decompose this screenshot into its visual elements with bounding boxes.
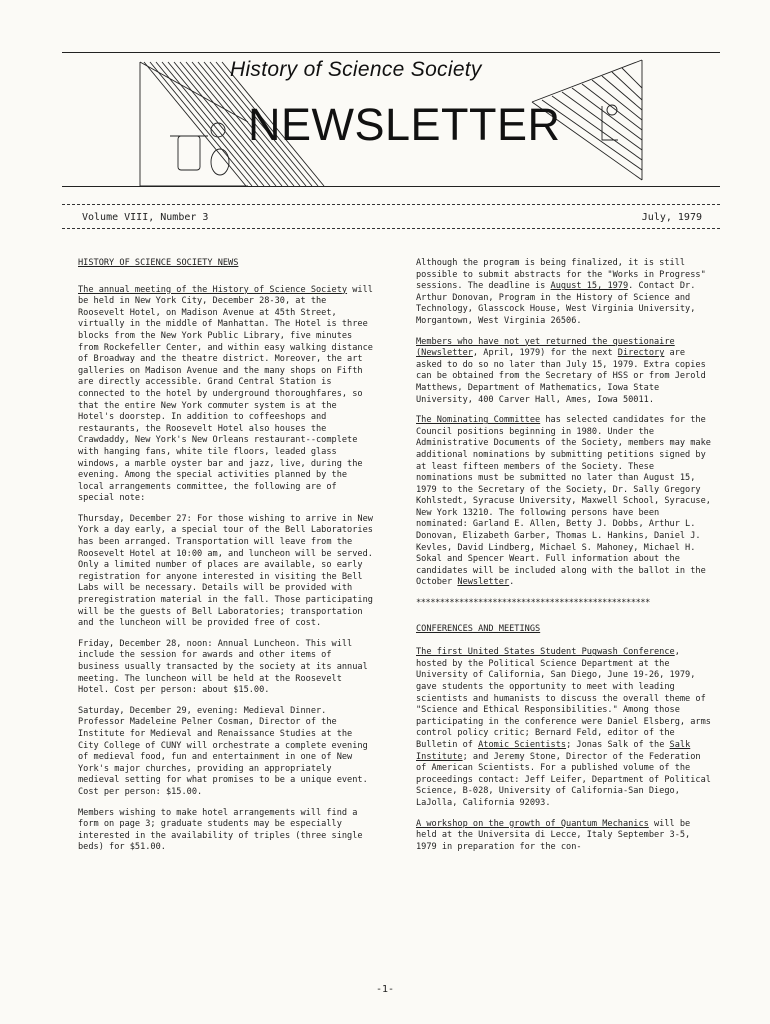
thursday-paragraph: Thursday, December 27: For those wishing to arrive in New York a day early, a special tour of the Bell Laboratories has been arranged. Transportation will leave from the Roosevelt Hotel at 10:00 am, and luncheon will be served. Only a limited number of places are available, so early registration for anyone interested in visiting the Bell Labs will be necessary. Details will be provided with preregistration material in the fall. Those participating will be the guests of Bell Laboratories; transportation and the luncheon will be provided free of cost. [78, 513, 373, 629]
newsletter-reference: Newsletter [457, 577, 510, 588]
newsletter-title: NEWSLETTER [248, 99, 561, 150]
masthead [62, 44, 720, 192]
abstracts-paragraph: Although the program is being finalized, it is still possible to submit abstracts for the "Works in Progress" sessions. The deadline is August 15, 1979. Contact Dr. Arthur Donovan, Program in the History of Science and Technology, Glasscock House, West Virginia University, Morgantown, West Virginia 26506. [416, 258, 706, 326]
issue-top-rule [62, 204, 720, 205]
right-column [416, 258, 716, 862]
questionnaire-lead: Members who have not yet returned the questionaire (Newsletter [416, 336, 675, 359]
abstracts-deadline: August 15, 1979 [550, 281, 629, 292]
annual-meeting-body: will be held in New York City, December 28-30, at the Roosevelt Hotel, on Madison Avenue at 45th Street, virtually in the middle of Manhattan. The Hotel is three blocks from the New York Public Library, five minutes from Rockefeller Center, and within easy walking distance of Broadway and the theatre district. Moreover, the art galleries on Madison Avenue and the many shops on Fifth are directly accessible. Grand Central Station is connected to the hotel by underground thoroughfares, so that the entire New York commuter system is at the Hotel's doorstep. In addition to coffeeshops and restaurants, the Roosevelt Hotel also houses the Crawdaddy, New York's New Orleans restaurant--complete with hanging fans, white tile floors, leaded glass windows, a marble oyster bar and jazz, live, during the evening. Among the special activities planned by the local arrangements committee, the following are of special note: [78, 284, 373, 504]
questionnaire-paragraph: Members who have not yet returned the questionaire (Newsletter, April, 1979) for the next Directory are asked to do so no later than July 15, 1979. Extra copies can be obtained from the Secretary of HSS or from Jerold Matthews, Department of Mathematics, Iowa State University, 400 Carver Hall, Ames, Iowa 50011. [416, 336, 706, 405]
quantum-workshop-paragraph: A workshop on the growth of Quantum Mechanics will be held at the Universita di Lecce, Italy September 3-5, 1979 in preparation for the con- [416, 818, 691, 852]
page-number: -1- [375, 984, 395, 995]
asterisk-divider: ************************************************* [416, 598, 650, 609]
friday-paragraph: Friday, December 28, noon: Annual Luncheon. This will include the session for awards and other items of business usually transacted by the society at its annual meeting. The luncheon will be held at the Roosevelt Hotel. Cost per person: about $15.00. [78, 638, 368, 696]
volume-number: Volume VIII, Number 3 [82, 212, 209, 223]
salk-institute-name: Salk Institute [416, 739, 691, 762]
annual-meeting-lead: The annual meeting of the History of Science Society [78, 284, 348, 295]
nominating-lead: The Nominating Committee [416, 415, 541, 426]
saturday-paragraph: Saturday, December 29, evening: Medieval Dinner. Professor Madeleine Pelner Cosman, Director of the Institute for Medieval and Renaissance Studies at the City College of CUNY will orchestrate a complete evening of medieval food, fun and entertainment in one of New York's major churches, providing an appropriately medieval setting for what promises to be a unique event. Cost per person: $15.00. [78, 705, 368, 797]
organization-name: History of Science Society [230, 58, 482, 81]
directory-label: Directory [617, 348, 665, 359]
issue-bottom-rule [62, 228, 720, 229]
pugwash-lead: The first United States Student Pugwash Conference [416, 647, 675, 658]
quantum-lead: A workshop on the growth of Quantum Mechanics [416, 818, 649, 829]
annual-meeting-paragraph [78, 285, 378, 505]
issue-date: July, 1979 [641, 212, 702, 223]
masthead-bottom-rule [62, 186, 720, 187]
nominating-paragraph: The Nominating Committee has selected candidates for the Council positions beginning in 1980. Under the Administrative Documents of the Society, members may make additional nominations by submitting petitions signed by at least fifteen members of the Society. These nominations must be submitted no later than August 15, 1979 to the Secretary of the Society, Dr. Sally Gregory Kohlstedt, Syracuse University, Maxwell School, Syracuse, New York 13210. The following persons have been nominated: Garland E. Allen, Betty J. Dobbs, Arthur L. Donovan, Elizabeth Garber, Thomas L. Hankins, Daniel J. Kevles, David Lindberg, Michael S. Mahoney, Michael H. Sokal and Spencer Weart. Full information about the candidates will be included along with the ballot in the October Newsletter. [416, 415, 711, 588]
hotel-arrangements-paragraph: Members wishing to make hotel arrangements will find a form on page 3; graduate students may be especially interested in the availability of triples (three single beds) for $51.00. [78, 807, 363, 853]
left-column [78, 258, 378, 863]
section-heading-conferences: CONFERENCES AND MEETINGS [416, 623, 541, 634]
pugwash-paragraph: The first United States Student Pugwash Conference, hosted by the Political Science Department at the University of California, San Diego, June 19-26, 1979, gave students the opportunity to meet with leading scientists and humanists to discuss the overall theme of "Science and Ethical Responsibilities." Among those participating in the conference were Daniel Elsberg, arms control policy critic; Bernard Feld, editor of the Bulletin of Atomic Scientists; Jonas Salk of the Salk Institute; and Jeremy Stone, Director of the Federation of American Scientists. For a published volume of the proceedings contact: Jeff Leifer, Department of Political Science, B-028, University of California-San Diego, LaJolla, California 92093. [416, 647, 711, 808]
atomic-scientists-title: Atomic Scientists [478, 739, 567, 750]
section-heading-society-news: HISTORY OF SCIENCE SOCIETY NEWS [78, 258, 239, 268]
